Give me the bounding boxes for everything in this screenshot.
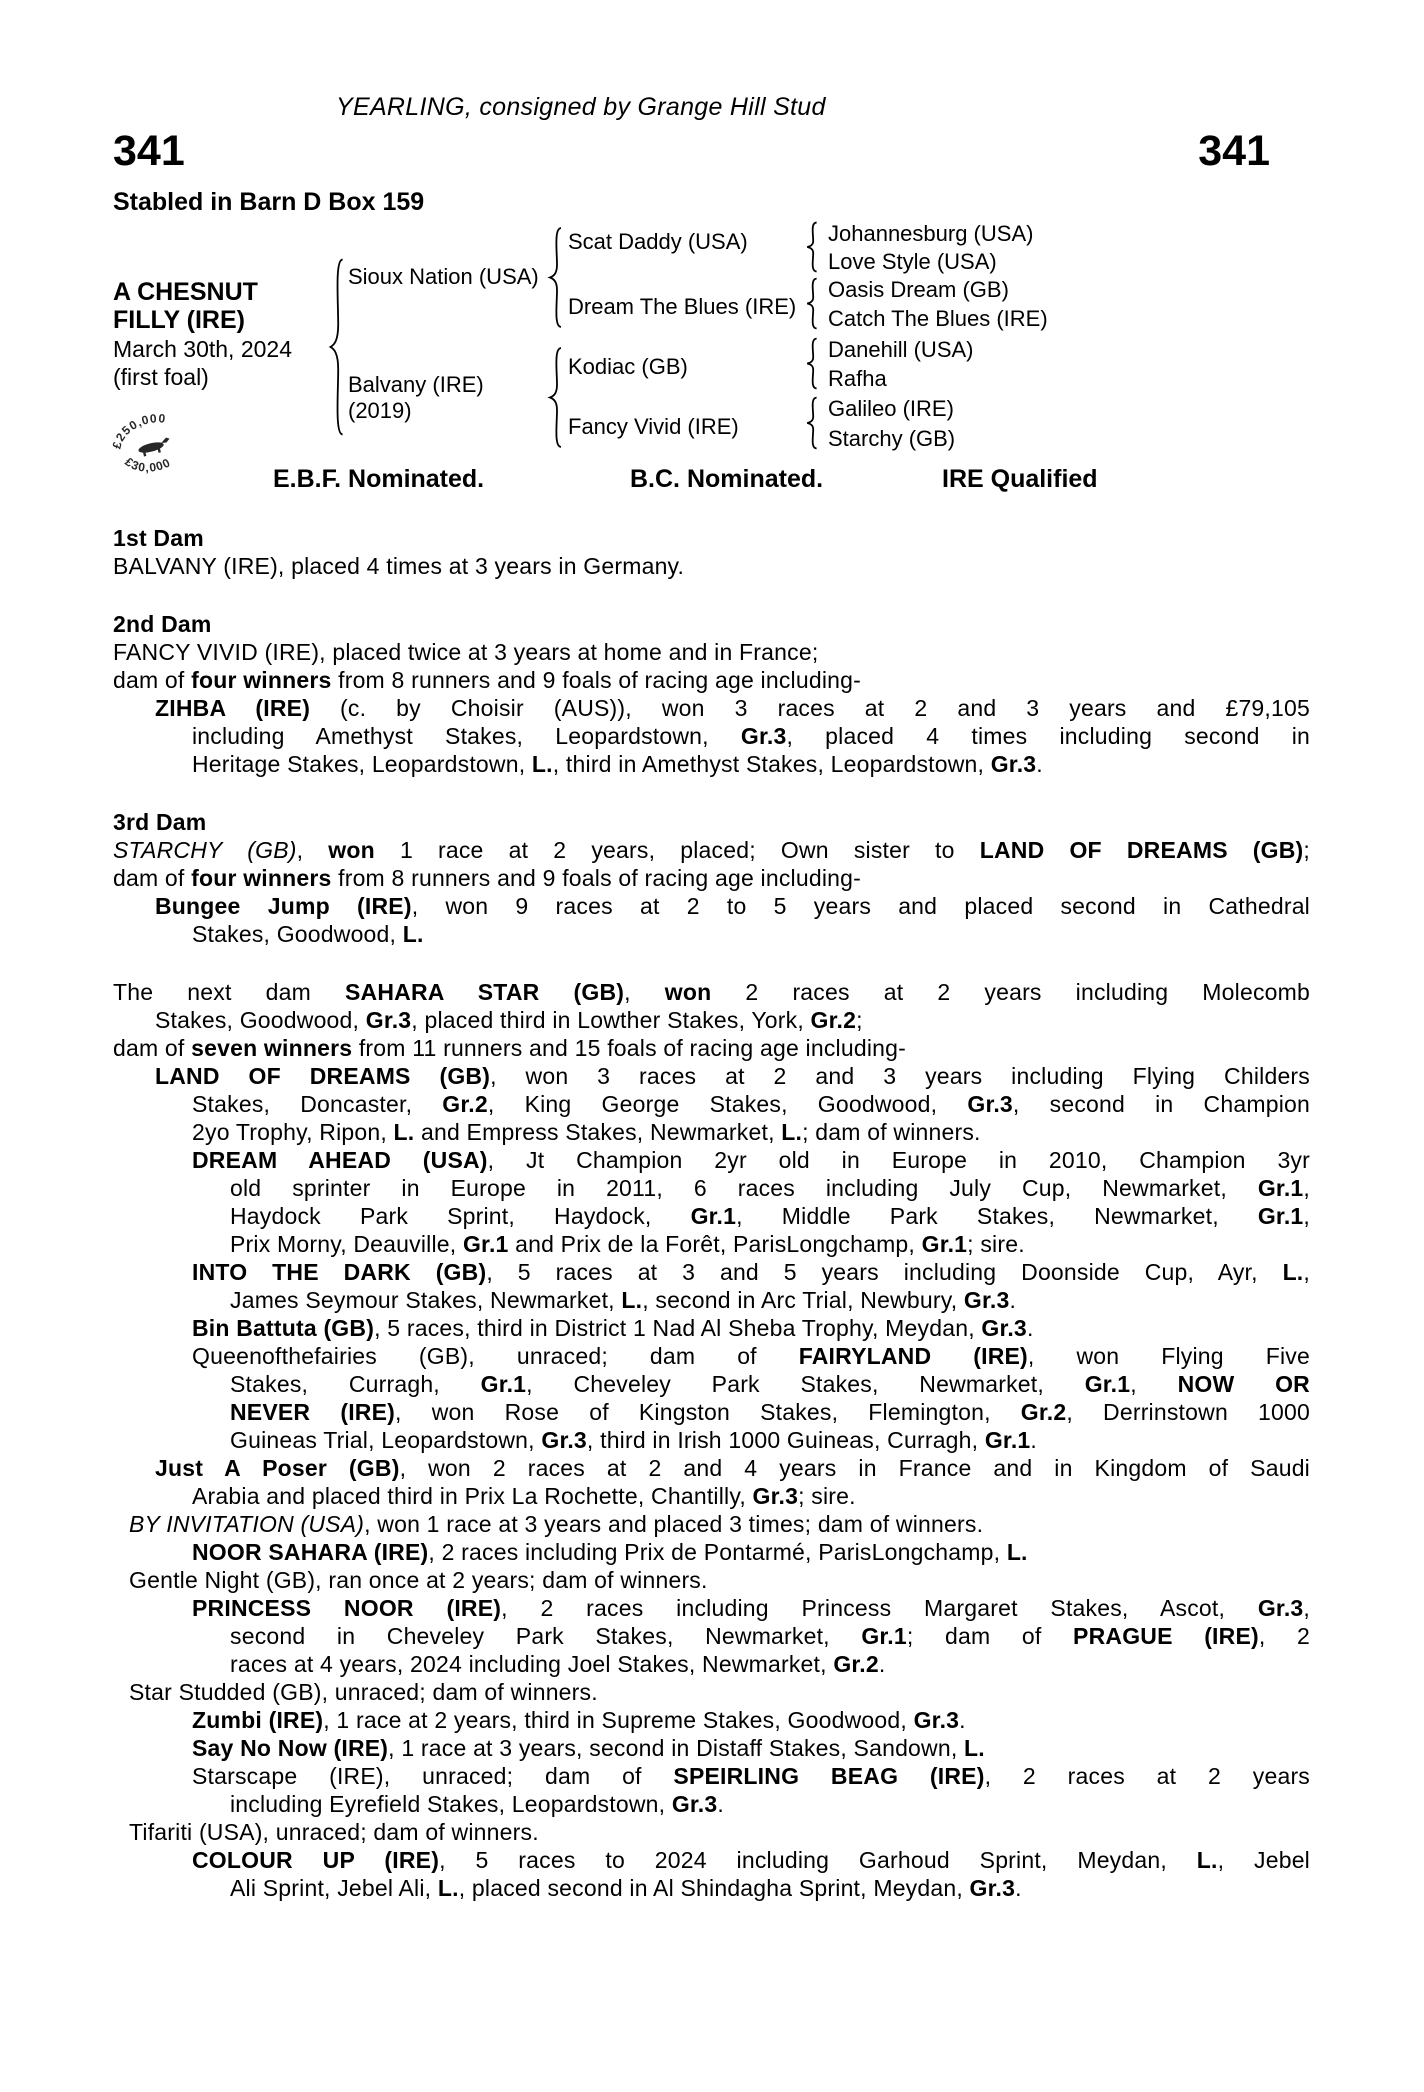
pedigree-text-line: [155, 1454, 1310, 1482]
emphasized-text: Gr.1: [1257, 1175, 1304, 1201]
plain-text: Stakes, Doncaster,: [192, 1091, 443, 1117]
plain-text: Haydock Park Sprint, Haydock,: [230, 1203, 691, 1229]
consignment-title: YEARLING, consigned by Grange Hill Stud: [336, 93, 826, 121]
subject-foal-note: (first foal): [113, 364, 209, 390]
emphasized-text: PRINCESS NOOR (IRE): [192, 1595, 502, 1621]
plain-text: , second in Champion: [1012, 1091, 1310, 1117]
great-grandparent-line: Galileo (IRE): [828, 396, 954, 421]
plain-text: , won 9 races at 2 to 5 years and placed second in Cathedral: [411, 893, 1310, 919]
pedigree-text-line: [192, 1090, 1310, 1118]
plain-text: , won 2 races at 2 and 4 years in France and in Kingdom of Saudi: [399, 1455, 1310, 1481]
grandsire-dam-line: Kodiac (GB): [568, 354, 688, 379]
pedigree-text-line: [129, 1510, 1310, 1538]
pedigree-text-line: [113, 1034, 1310, 1062]
plain-text: ; dam of: [906, 1623, 1074, 1649]
plain-text: Ali Sprint, Jebel Ali,: [230, 1875, 438, 1901]
plain-text: BALVANY (IRE), placed 4 times at 3 years in Germany.: [113, 553, 685, 579]
catalogue-page: [0, 92, 1424, 1902]
pedigree-text-line: [192, 722, 1310, 750]
emphasized-text: L.: [781, 1119, 803, 1145]
pedigree-brace-icon: [803, 396, 820, 450]
plain-text: .: [878, 1651, 886, 1677]
pedigree-text-line: [192, 1594, 1310, 1622]
emphasized-text: Gr.3: [365, 1007, 412, 1033]
emphasized-text: won: [328, 837, 375, 863]
plain-text: Tifariti (USA), unraced; dam of winners.: [129, 1819, 539, 1845]
plain-text: , 2 races including Prix de Pontarmé, ParisLongchamp,: [428, 1539, 1007, 1565]
plain-text: , Derrinstown 1000: [1066, 1399, 1311, 1425]
emphasized-text: Gr.1: [984, 1427, 1031, 1453]
ebf-nominated-label: E.B.F. Nominated.: [273, 465, 485, 493]
plain-text: .: [1009, 1287, 1017, 1313]
emphasized-text: SPEIRLING BEAG (IRE): [673, 1763, 985, 1789]
emphasized-text: four winners: [191, 667, 332, 693]
granddam-dam-line: Fancy Vivid (IRE): [568, 414, 739, 439]
emphasized-text: PRAGUE (IRE): [1073, 1623, 1259, 1649]
emphasized-text: seven winners: [191, 1035, 353, 1061]
emphasized-text: ZIHBA (IRE): [155, 695, 311, 721]
plain-text: ,: [296, 837, 329, 863]
plain-text: and Empress Stakes, Newmarket,: [414, 1119, 782, 1145]
bc-nominated-label: B.C. Nominated.: [630, 465, 824, 493]
emphasized-text: Gr.3: [913, 1707, 960, 1733]
sire-name: Sioux Nation (USA): [348, 264, 539, 289]
section-heading: 1st Dam: [113, 525, 204, 551]
plain-text: 2 races at 2 years including Molecomb: [711, 979, 1310, 1005]
emphasized-text: Gr.1: [921, 1231, 968, 1257]
dam-section: [113, 978, 1310, 1902]
pedigree-brace-icon: [803, 221, 820, 273]
pedigree-text-line: [230, 1370, 1310, 1398]
plain-text: , 5 races, third in District 1 Nad Al Sheba Trophy, Meydan,: [374, 1315, 982, 1341]
plain-text: FANCY VIVID (IRE), placed twice at 3 years at home and in France;: [113, 639, 819, 665]
emphasized-text: four winners: [191, 865, 332, 891]
plain-text: , Jt Champion 2yr old in Europe in 2010, Champion 3yr: [487, 1147, 1310, 1173]
plain-text: ;: [856, 1007, 863, 1033]
emphasized-text: Gr.1: [690, 1203, 737, 1229]
pedigree-text-line: [230, 1398, 1310, 1426]
pedigree-text-line: [192, 1342, 1310, 1370]
plain-text: , 1 race at 2 years, third in Supreme Stakes, Goodwood,: [323, 1707, 914, 1733]
plain-text: , placed second in Al Shindagha Sprint, Meydan,: [458, 1875, 970, 1901]
emphasized-text: Gr.3: [752, 1483, 799, 1509]
pedigree-text-line: [155, 1006, 1310, 1034]
great-grandparent-line: Catch The Blues (IRE): [828, 306, 1048, 331]
emphasized-text: Gr.1: [480, 1371, 527, 1397]
pedigree-text-line: [192, 1846, 1310, 1874]
plain-text: including Eyrefield Stakes, Leopardstown,: [230, 1791, 672, 1817]
pedigree-text-line: [113, 836, 1310, 864]
emphasized-text: LAND OF DREAMS (GB): [979, 837, 1304, 863]
plain-text: Stakes, Goodwood,: [192, 921, 403, 947]
dam-section: [113, 524, 1310, 580]
emphasized-text: NOW OR: [1177, 1371, 1310, 1397]
plain-text: ,: [1303, 1175, 1310, 1201]
plain-text: Stakes, Curragh,: [230, 1371, 481, 1397]
emphasized-text: L.: [531, 751, 553, 777]
plain-text: second in Cheveley Park Stakes, Newmarket,: [230, 1623, 862, 1649]
emphasized-text: L.: [402, 921, 424, 947]
emphasized-text: Gr.2: [810, 1007, 857, 1033]
plain-text: .: [1030, 1427, 1037, 1453]
pedigree-text-line: [192, 1314, 1310, 1342]
emphasized-text: L.: [1196, 1847, 1218, 1873]
plain-text: , won 3 races at 2 and 3 years including Flying Childers: [490, 1063, 1310, 1089]
pedigree-text-line: [192, 1706, 1310, 1734]
pedigree-brace-icon: [325, 254, 347, 440]
stabling-line: Stabled in Barn D Box 159: [113, 188, 425, 216]
emphasized-text: Bin Battuta (GB): [192, 1315, 375, 1341]
plain-text: races at 4 years, 2024 including Joel Stakes, Newmarket,: [230, 1651, 834, 1677]
emphasized-text: Gr.1: [861, 1623, 907, 1649]
plain-text: , third in Irish 1000 Guineas, Curragh,: [586, 1427, 985, 1453]
emphasized-text: Gr.3: [969, 1875, 1016, 1901]
great-grandparent-line: Rafha: [828, 366, 887, 391]
stamp-top-text: £250,000: [109, 414, 167, 451]
subject-name-line1: A CHESNUT: [113, 278, 258, 306]
plain-text: .: [1015, 1875, 1022, 1901]
pedigree-text-line: [230, 1286, 1310, 1314]
great-grandparent-line: Oasis Dream (GB): [828, 277, 1009, 302]
pedigree-brace-icon: [803, 277, 820, 330]
emphasized-text: Gr.3: [671, 1791, 718, 1817]
emphasized-text: LAND OF DREAMS (GB): [155, 1063, 491, 1089]
lot-number-row: [113, 127, 1310, 175]
pedigree-text-line: [129, 1566, 1310, 1594]
ire-qualified-label: IRE Qualified: [942, 465, 1098, 493]
stamp-bottom-text: £30,000: [122, 454, 174, 475]
dam-year: (2019): [348, 398, 412, 423]
granddam-sire-line: Dream The Blues (IRE): [568, 294, 797, 319]
great-grandparent-line: Love Style (USA): [828, 249, 997, 274]
emphasized-text: L.: [393, 1119, 415, 1145]
plain-text: , Middle Park Stakes, Newmarket,: [736, 1203, 1258, 1229]
grandsire-sire-line: Scat Daddy (USA): [568, 229, 748, 254]
dam-section: [113, 808, 1310, 948]
plain-text: .: [1026, 1315, 1034, 1341]
plain-text: Gentle Night (GB), ran once at 2 years; dam of winners.: [129, 1567, 708, 1593]
plain-text: , 2 races at 2 years: [984, 1763, 1310, 1789]
italic-text: BY INVITATION (USA): [129, 1511, 365, 1537]
plain-text: .: [1036, 751, 1043, 777]
plain-text: dam of: [113, 667, 192, 693]
plain-text: 1 race at 2 years, placed; Own sister to: [374, 837, 980, 863]
pedigree-table: [109, 221, 1310, 475]
pedigree-text-line: [192, 1538, 1310, 1566]
pedigree-text-line: [192, 1734, 1310, 1762]
plain-text: .: [959, 1707, 966, 1733]
pedigree-text-line: [113, 638, 1310, 666]
italic-text: STARCHY (GB): [113, 837, 297, 863]
great-grandparent-line: Starchy (GB): [828, 426, 956, 451]
plain-text: ,: [624, 979, 665, 1005]
subject-name-line2: FILLY (IRE): [113, 306, 245, 334]
emphasized-text: Gr.2: [833, 1651, 879, 1677]
plain-text: , 1 race at 3 years, second in Distaff Stakes, Sandown,: [388, 1735, 965, 1761]
pedigree-text-line: [192, 1762, 1310, 1790]
emphasized-text: Gr.3: [963, 1287, 1010, 1313]
pedigree-text-line: [230, 1426, 1310, 1454]
emphasized-text: Gr.3: [1257, 1595, 1304, 1621]
emphasized-text: L.: [621, 1287, 643, 1313]
nominations-row: [113, 464, 1310, 494]
emphasized-text: Bungee Jump (IRE): [155, 893, 412, 919]
emphasized-text: Zumbi (IRE): [192, 1707, 324, 1733]
pedigree-text-line: [230, 1790, 1310, 1818]
emphasized-text: Gr.1: [1257, 1203, 1304, 1229]
pedigree-text-line: [192, 1146, 1310, 1174]
plain-text: , third in Amethyst Stakes, Leopardstown,: [552, 751, 991, 777]
emphasized-text: Gr.2: [442, 1091, 488, 1117]
horse-silhouette-icon: [137, 437, 172, 458]
pedigree-text-line: [113, 666, 1310, 694]
plain-text: from 8 runners and 9 foals of racing age including-: [331, 865, 862, 891]
pedigree-text-line: [155, 694, 1310, 722]
plain-text: , second in Arc Trial, Newbury,: [642, 1287, 964, 1313]
plain-text: The next dam: [113, 979, 345, 1005]
plain-text: , Jebel: [1217, 1847, 1310, 1873]
subject-birthdate: March 30th, 2024: [113, 336, 293, 362]
emphasized-text: INTO THE DARK (GB): [192, 1259, 487, 1285]
emphasized-text: NEVER (IRE): [230, 1399, 396, 1425]
dam-section: [113, 610, 1310, 778]
plain-text: Star Studded (GB), unraced; dam of winners.: [129, 1679, 598, 1705]
plain-text: Stakes, Goodwood,: [155, 1007, 366, 1033]
emphasized-text: Gr.3: [990, 751, 1037, 777]
plain-text: , King George Stakes, Goodwood,: [487, 1091, 968, 1117]
plain-text: including Amethyst Stakes, Leopardstown,: [192, 723, 741, 749]
plain-text: James Seymour Stakes, Newmarket,: [230, 1287, 622, 1313]
emphasized-text: L.: [1282, 1259, 1304, 1285]
plain-text: 2yo Trophy, Ripon,: [192, 1119, 394, 1145]
section-heading: 3rd Dam: [113, 809, 207, 835]
plain-text: ,: [1303, 1595, 1310, 1621]
pedigree-text-line: [230, 1174, 1310, 1202]
plain-text: , won 1 race at 3 years and placed 3 times; dam of winners.: [364, 1511, 984, 1537]
plain-text: Guineas Trial, Leopardstown,: [230, 1427, 542, 1453]
pedigree-text-line: [230, 1622, 1310, 1650]
emphasized-text: Gr.1: [462, 1231, 509, 1257]
emphasized-text: won: [664, 979, 712, 1005]
plain-text: ; sire.: [967, 1231, 1025, 1257]
plain-text: ;: [1303, 837, 1311, 863]
plain-text: , placed 4 times including second in: [786, 723, 1310, 749]
plain-text: Heritage Stakes, Leopardstown,: [192, 751, 532, 777]
emphasized-text: Gr.3: [541, 1427, 587, 1453]
plain-text: dam of: [113, 1035, 192, 1061]
emphasized-text: L.: [1006, 1539, 1028, 1565]
plain-text: ,: [1303, 1259, 1310, 1285]
pedigree-brace-icon: [545, 225, 565, 330]
emphasized-text: Gr.1: [1084, 1371, 1131, 1397]
emphasized-text: L.: [437, 1875, 459, 1901]
section-heading: 2nd Dam: [113, 611, 212, 637]
plain-text: (c. by Choisir (AUS)), won 3 races at 2 and 3 years and £79,105: [310, 695, 1310, 721]
emphasized-text: L.: [964, 1735, 985, 1761]
plain-text: , won Flying Five: [1027, 1343, 1310, 1369]
emphasized-text: NOOR SAHARA (IRE): [192, 1539, 429, 1565]
great-grandparent-line: Johannesburg (USA): [828, 221, 1034, 246]
pedigree-brace-icon: [803, 337, 820, 390]
plain-text: , 2: [1258, 1623, 1310, 1649]
plain-text: Queenofthefairies (GB), unraced; dam of: [192, 1343, 799, 1369]
plain-text: ,: [1303, 1203, 1310, 1229]
plain-text: dam of: [113, 865, 192, 891]
pedigree-text-line: [113, 864, 1310, 892]
pedigree-text-line: [192, 750, 1310, 778]
pedigree-text-line: [113, 978, 1310, 1006]
plain-text: , Cheveley Park Stakes, Newmarket,: [526, 1371, 1085, 1397]
pedigree-text-line: [192, 1118, 1310, 1146]
emphasized-text: Just A Poser (GB): [155, 1455, 400, 1481]
pedigree-text-line: [129, 1678, 1310, 1706]
pedigree-text-line: [192, 920, 1310, 948]
plain-text: , won Rose of Kingston Stakes, Flemington,: [395, 1399, 1021, 1425]
emphasized-text: SAHARA STAR (GB): [344, 979, 625, 1005]
lot-number-right: 341: [1198, 127, 1270, 175]
emphasized-text: Gr.2: [1020, 1399, 1067, 1425]
plain-text: Arabia and placed third in Prix La Rochette, Chantilly,: [192, 1483, 753, 1509]
emphasized-text: Gr.3: [740, 723, 787, 749]
pedigree-text-line: [230, 1650, 1310, 1678]
pedigree-brace-icon: [545, 345, 565, 450]
emphasized-text: FAIRYLAND (IRE): [798, 1343, 1028, 1369]
plain-text: and Prix de la Forêt, ParisLongchamp,: [508, 1231, 922, 1257]
pedigree-text-line: [230, 1202, 1310, 1230]
plain-text: from 8 runners and 9 foals of racing age including-: [331, 667, 862, 693]
pedigree-text-line: [230, 1874, 1310, 1902]
pedigree-text-line: [192, 1482, 1310, 1510]
great-grandparent-line: Danehill (USA): [828, 337, 974, 362]
plain-text: ; sire.: [798, 1483, 856, 1509]
plain-text: , 2 races including Princess Margaret Stakes, Ascot,: [501, 1595, 1258, 1621]
emphasized-text: Gr.3: [981, 1315, 1027, 1341]
pedigree-text-line: [129, 1818, 1310, 1846]
plain-text: Prix Morny, Deauville,: [230, 1231, 463, 1257]
emphasized-text: Gr.3: [967, 1091, 1013, 1117]
plain-text: from 11 runners and 15 foals of racing age including-: [352, 1035, 906, 1061]
pedigree-text-line: [230, 1230, 1310, 1258]
plain-text: .: [717, 1791, 724, 1817]
lot-number-left: 341: [113, 127, 185, 175]
pedigree-text-line: [113, 552, 1310, 580]
plain-text: , 5 races to 2024 including Garhoud Sprint, Meydan,: [439, 1847, 1197, 1873]
dam-name: Balvany (IRE): [348, 372, 484, 397]
catalogue-body: [113, 524, 1310, 1902]
pedigree-text-line: [155, 1062, 1310, 1090]
pedigree-text-line: [192, 1258, 1310, 1286]
plain-text: , 5 races at 3 and 5 years including Doonside Cup, Ayr,: [486, 1259, 1283, 1285]
plain-text: , placed third in Lowther Stakes, York,: [411, 1007, 811, 1033]
pedigree-text-line: [155, 892, 1310, 920]
plain-text: Starscape (IRE), unraced; dam of: [192, 1763, 674, 1789]
emphasized-text: DREAM AHEAD (USA): [192, 1147, 488, 1173]
emphasized-text: COLOUR UP (IRE): [192, 1847, 440, 1873]
plain-text: ; dam of winners.: [802, 1119, 981, 1145]
plain-text: old sprinter in Europe in 2011, 6 races including July Cup, Newmarket,: [230, 1175, 1258, 1201]
plain-text: ,: [1130, 1371, 1178, 1397]
emphasized-text: Say No Now (IRE): [192, 1735, 389, 1761]
